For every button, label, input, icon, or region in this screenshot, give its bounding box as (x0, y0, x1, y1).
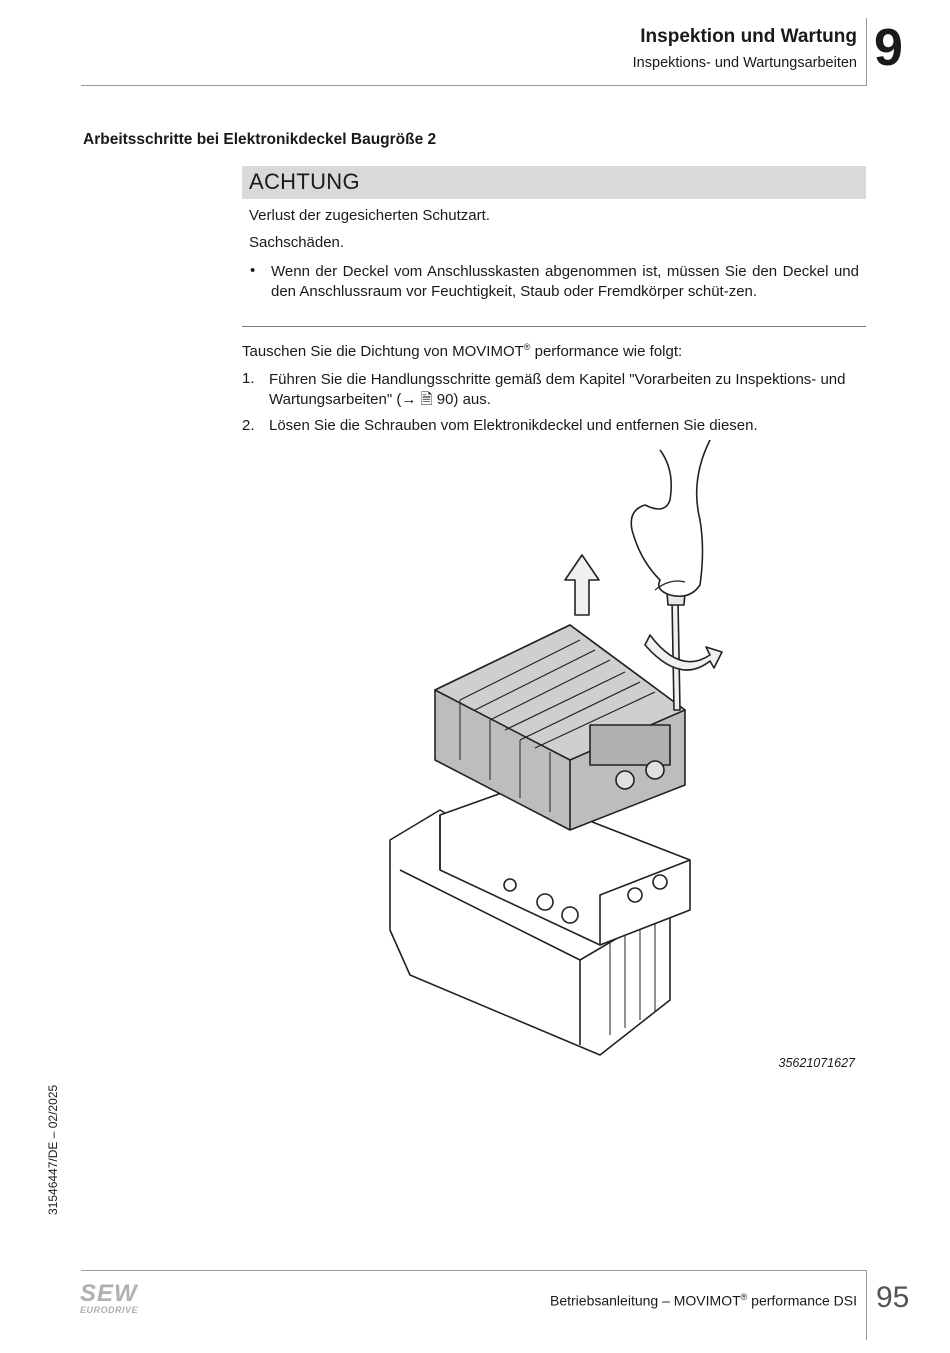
registered-mark: ® (523, 342, 531, 352)
section-heading: Arbeitsschritte bei Elektronikdeckel Baugröße 2 (83, 131, 437, 148)
warning-title: ACHTUNG (249, 169, 360, 194)
footer-divider (81, 1270, 867, 1271)
document-id: 31546447/DE – 02/2025 (46, 1084, 60, 1215)
step-text: Lösen Sie die Schrauben vom Elektronikdeckel und entfernen Sie diesen. (269, 417, 758, 434)
logo-subtext: EURODRIVE (80, 1305, 139, 1315)
warning-end-rule (242, 326, 866, 327)
page-number: 95 (876, 1281, 910, 1314)
document-title (550, 1292, 857, 1309)
chapter-number: 9 (874, 19, 903, 77)
warning-consequence: Verlust der zugesicherten Schutzart. (249, 207, 490, 224)
step-number: 1. (242, 370, 255, 387)
logo-text: SEW (80, 1280, 138, 1307)
doc-title-after: performance DSI (747, 1292, 857, 1309)
doc-title-before: Betriebsanleitung – MOVIMOT (550, 1292, 741, 1309)
chapter-title: Inspektion und Wartung (640, 26, 857, 47)
sew-logo (80, 1280, 139, 1315)
intro-after: performance wie folgt: (530, 343, 683, 360)
bullet-marker: • (250, 262, 256, 279)
warning-measure: Wenn der Deckel vom Anschlusskasten abgenommen ist, müssen Sie den Deckel und den Anschlussraum vor Feuchtigkeit, Staub oder Fremdkörper schüt-zen. (271, 263, 859, 300)
intro-text (242, 342, 682, 360)
registered-mark: ® (740, 1292, 748, 1302)
step-number: 2. (242, 417, 255, 434)
section-subtitle: Inspektions- und Wartungsarbeiten (632, 55, 857, 71)
step-text: Führen Sie die Handlungsschritte gemäß dem Kapitel "Vorarbeiten zu Inspektions- und Wartungsarbeiten" (→ 🗎 90) aus. (269, 371, 846, 408)
intro-before: Tauschen Sie die Dichtung von MOVIMOT (242, 343, 524, 360)
header-divider-vertical (866, 18, 867, 86)
footer-divider-vertical (866, 1270, 867, 1340)
device-illustration (370, 440, 740, 1060)
header-divider (81, 85, 867, 86)
warning-damage: Sachschäden. (249, 234, 345, 251)
figure-id: 35621071627 (778, 1056, 855, 1070)
